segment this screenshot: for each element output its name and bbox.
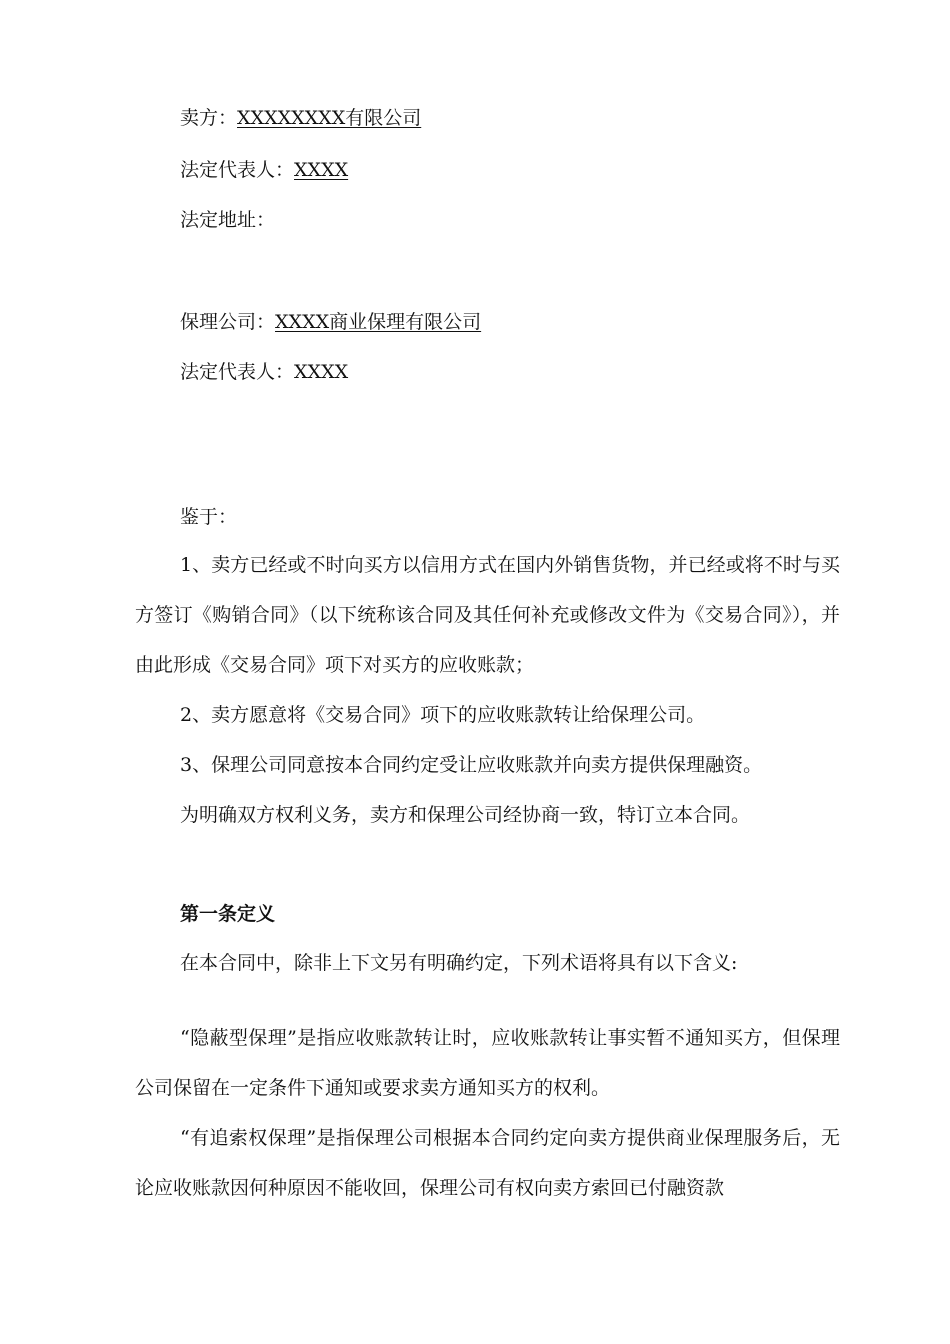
whereas-item-1: 1、卖方已经或不时向买方以信用方式在国内外销售货物，并已经或将不时与买方签订《购销合同》（以下统称该合同及其任何补充或修改文件为《交易合同》），并由此形成《交易合同》项下对买方的应收账款；: [135, 554, 840, 676]
seller-name: XXXXXXXX有限公司: [237, 107, 422, 129]
definition-hidden-factoring: “隐蔽型保理”是指应收账款转让时，应收账款转让事实暂不通知买方，但保理公司保留在一定条件下通知或要求卖方通知买方的权利。: [135, 1027, 840, 1099]
purpose-statement: 为明确双方权利义务，卖方和保理公司经协商一致，特订立本合同。: [180, 804, 751, 826]
seller-rep-label: 法定代表人：: [180, 159, 295, 181]
seller-rep-name: XXXX: [294, 159, 349, 181]
whereas-item-2: 2、卖方愿意将《交易合同》项下的应收账款转让给保理公司。: [180, 704, 706, 726]
seller-label: 卖方：: [180, 107, 238, 129]
whereas-item-3: 3、保理公司同意按本合同约定受让应收账款并向卖方提供保理融资。: [180, 754, 763, 776]
factor-rep-label: 法定代表人：: [180, 361, 295, 383]
factor-rep-line: [180, 360, 348, 384]
whereas-heading: 鉴于：: [180, 506, 238, 528]
seller-address-line: [180, 208, 275, 232]
seller-rep-line: [180, 158, 348, 182]
seller-line: [180, 106, 421, 130]
definition-recourse-factoring: “有追索权保理”是指保理公司根据本合同约定向卖方提供商业保理服务后，无论应收账款因何种原因不能收回，保理公司有权向卖方索回已付融资款: [135, 1127, 840, 1199]
article-1-intro: 在本合同中，除非上下文另有明确约定，下列术语将具有以下含义:: [180, 952, 738, 974]
factor-label: 保理公司：: [180, 311, 276, 333]
factor-rep-name: XXXX: [294, 361, 349, 383]
seller-address-label: 法定地址：: [180, 209, 276, 231]
article-1-title: 第一条定义: [180, 903, 276, 925]
factor-name: XXXX商业保理有限公司: [275, 311, 482, 333]
factor-line: [180, 310, 481, 334]
